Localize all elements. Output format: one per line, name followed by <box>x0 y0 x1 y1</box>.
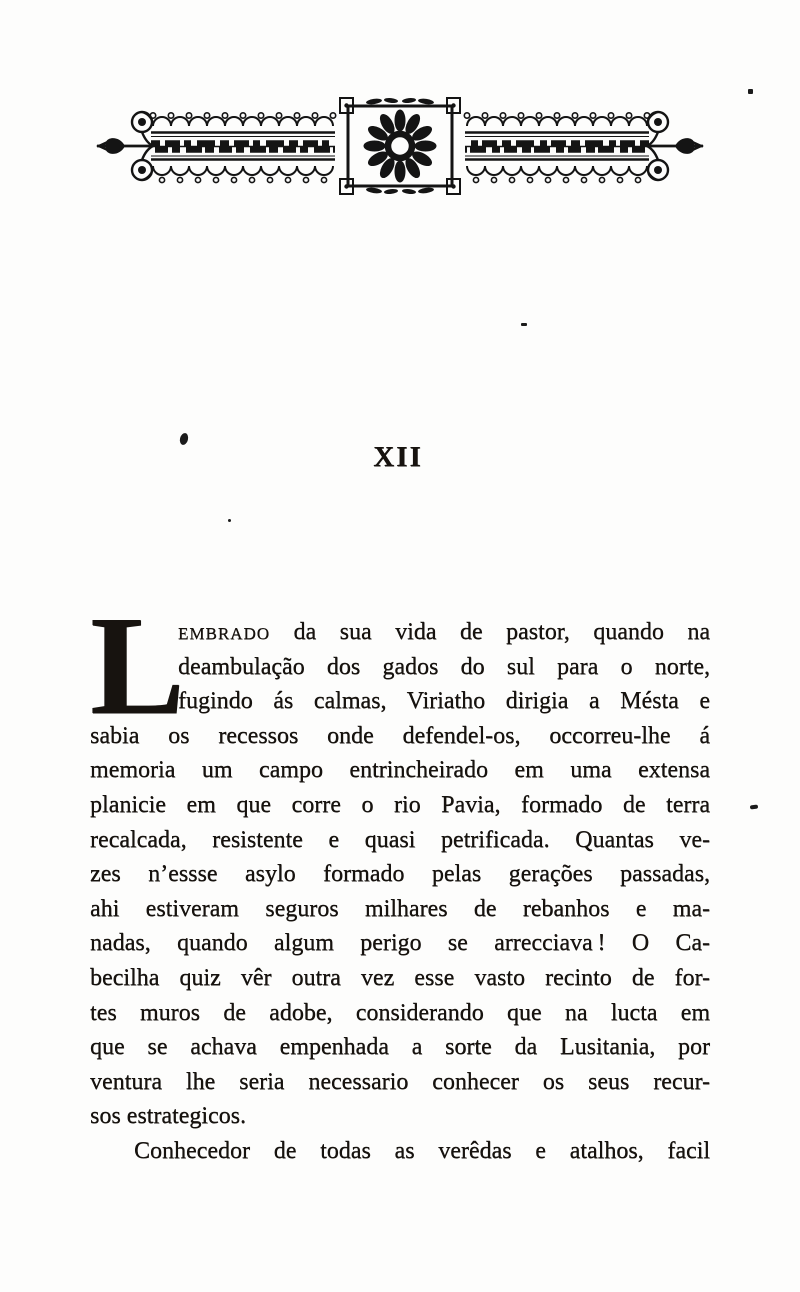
text-line: ahi estiveram seguros milhares de rebanhos e ma- <box>90 895 710 922</box>
line-text: da sua vida de pastor, quando na <box>270 619 710 645</box>
text-line: fugindo ás calmas, Viriatho dirigia a Mésta e <box>178 688 710 715</box>
text-line: memoria um campo entrincheirado em uma extensa <box>90 757 710 784</box>
text-line: sabia os recessos onde defendel-os, occorreu-lhe á <box>90 722 710 749</box>
ink-speck <box>228 519 231 522</box>
ornamental-headpiece <box>95 96 705 200</box>
text-line: sos estrategicos. <box>90 1103 246 1130</box>
text-line: deambulação dos gados do sul para o norte, <box>178 653 710 680</box>
text-line: tes muros de adobe, considerando que na lucta em <box>90 999 710 1026</box>
text-line: zes n’essse asylo formado pelas gerações passadas, <box>90 861 710 888</box>
text-line: becilha quiz vêr outra vez esse vasto recinto de for- <box>90 964 710 991</box>
ink-speck <box>748 89 753 94</box>
text-line: Conhecedor de todas as verêdas e atalhos, facil <box>134 1137 710 1164</box>
text-line: planicie em que corre o rio Pavia, formado de terra <box>90 791 710 818</box>
small-caps-word: embrado <box>178 619 271 645</box>
drop-cap: L <box>90 586 185 744</box>
ink-speck <box>521 323 527 326</box>
headpiece-engraving-icon <box>95 96 705 200</box>
chapter-number-heading: XII <box>373 441 423 473</box>
text-line: que se achava empenhada a sorte da Lusitania, por <box>90 1034 710 1061</box>
body-text-block <box>90 586 710 1169</box>
text-line: ventura lhe seria necessario conhecer os seus recur- <box>90 1068 710 1095</box>
ink-speck <box>750 804 758 809</box>
text-line: recalcada, resistente e quasi petrificada. Quantas ve- <box>90 826 710 853</box>
text-line: nadas, quando algum perigo se arrecciava ! O Ca- <box>90 930 710 957</box>
